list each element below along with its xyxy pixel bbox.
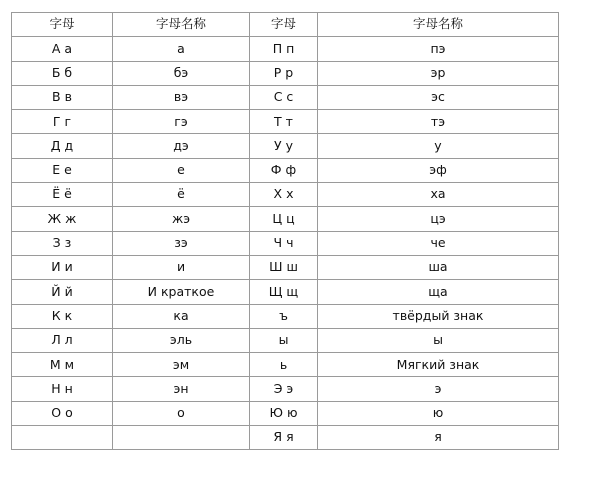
table-row bbox=[12, 328, 559, 352]
cell-name-right: эс bbox=[318, 85, 559, 109]
cell-letter-right: Х х bbox=[250, 183, 318, 207]
cell-name-right: ы bbox=[318, 328, 559, 352]
cell-name-right: эф bbox=[318, 158, 559, 182]
cell-name-left bbox=[113, 426, 250, 450]
table-header-row bbox=[12, 13, 559, 37]
cell-letter-right: Ф ф bbox=[250, 158, 318, 182]
table-row bbox=[12, 183, 559, 207]
cell-letter-left: Д д bbox=[12, 134, 113, 158]
cell-letter-right: С с bbox=[250, 85, 318, 109]
cell-name-right: пэ bbox=[318, 37, 559, 61]
table-row bbox=[12, 85, 559, 109]
cell-letter-left: З з bbox=[12, 231, 113, 255]
cell-name-left: эль bbox=[113, 328, 250, 352]
cell-letter-right: П п bbox=[250, 37, 318, 61]
cell-name-right: цэ bbox=[318, 207, 559, 231]
cell-letter-right: Р р bbox=[250, 61, 318, 85]
alphabet-table bbox=[11, 12, 559, 450]
cell-name-left: жэ bbox=[113, 207, 250, 231]
cell-name-right: у bbox=[318, 134, 559, 158]
table-row bbox=[12, 110, 559, 134]
cell-name-right: Мягкий знак bbox=[318, 353, 559, 377]
cell-letter-left: В в bbox=[12, 85, 113, 109]
cell-letter-right: ы bbox=[250, 328, 318, 352]
cell-letter-left: Й й bbox=[12, 280, 113, 304]
cell-name-left: бэ bbox=[113, 61, 250, 85]
cell-letter-left: Ж ж bbox=[12, 207, 113, 231]
cell-name-right: тэ bbox=[318, 110, 559, 134]
cell-name-right: че bbox=[318, 231, 559, 255]
table-row bbox=[12, 401, 559, 425]
cell-letter-right: Я я bbox=[250, 426, 318, 450]
header-name-left: 字母名称 bbox=[113, 13, 250, 37]
table-row bbox=[12, 353, 559, 377]
cell-name-right: эр bbox=[318, 61, 559, 85]
cell-name-left: а bbox=[113, 37, 250, 61]
cell-name-left: ка bbox=[113, 304, 250, 328]
cell-name-left: ё bbox=[113, 183, 250, 207]
cell-name-left: И краткое bbox=[113, 280, 250, 304]
cell-letter-left: К к bbox=[12, 304, 113, 328]
header-letter-right: 字母 bbox=[250, 13, 318, 37]
cell-name-right: ша bbox=[318, 255, 559, 279]
cell-letter-left: Е е bbox=[12, 158, 113, 182]
cell-letter-left: О о bbox=[12, 401, 113, 425]
cell-letter-right: Ц ц bbox=[250, 207, 318, 231]
cell-letter-right: ь bbox=[250, 353, 318, 377]
header-name-right: 字母名称 bbox=[318, 13, 559, 37]
cell-letter-left: И и bbox=[12, 255, 113, 279]
cell-name-left: эм bbox=[113, 353, 250, 377]
table-row bbox=[12, 61, 559, 85]
cell-letter-right: Э э bbox=[250, 377, 318, 401]
cell-name-left: о bbox=[113, 401, 250, 425]
table-row bbox=[12, 158, 559, 182]
cell-letter-right: Ч ч bbox=[250, 231, 318, 255]
table-row bbox=[12, 280, 559, 304]
cell-letter-left: М м bbox=[12, 353, 113, 377]
table-row bbox=[12, 304, 559, 328]
cell-letter-right: У у bbox=[250, 134, 318, 158]
cell-letter-left: Ё ё bbox=[12, 183, 113, 207]
cell-name-left: вэ bbox=[113, 85, 250, 109]
cell-name-right: я bbox=[318, 426, 559, 450]
cell-name-left: гэ bbox=[113, 110, 250, 134]
cell-name-right: э bbox=[318, 377, 559, 401]
cell-name-left: и bbox=[113, 255, 250, 279]
cell-letter-left: Г г bbox=[12, 110, 113, 134]
table-row bbox=[12, 37, 559, 61]
cell-name-right: ща bbox=[318, 280, 559, 304]
cell-name-left: зэ bbox=[113, 231, 250, 255]
cell-name-left: е bbox=[113, 158, 250, 182]
table-row bbox=[12, 377, 559, 401]
cell-letter-right: Ю ю bbox=[250, 401, 318, 425]
cell-letter-left bbox=[12, 426, 113, 450]
table-row bbox=[12, 231, 559, 255]
table-row bbox=[12, 426, 559, 450]
table-row bbox=[12, 134, 559, 158]
cell-letter-left: Б б bbox=[12, 61, 113, 85]
cell-name-right: ха bbox=[318, 183, 559, 207]
cell-letter-left: Л л bbox=[12, 328, 113, 352]
table-row bbox=[12, 207, 559, 231]
cell-letter-left: А а bbox=[12, 37, 113, 61]
header-letter-left: 字母 bbox=[12, 13, 113, 37]
table-row bbox=[12, 255, 559, 279]
table-body bbox=[12, 37, 559, 450]
alphabet-table-container bbox=[11, 12, 558, 450]
cell-letter-right: Т т bbox=[250, 110, 318, 134]
cell-name-right: ю bbox=[318, 401, 559, 425]
cell-name-left: эн bbox=[113, 377, 250, 401]
cell-name-left: дэ bbox=[113, 134, 250, 158]
cell-letter-left: Н н bbox=[12, 377, 113, 401]
cell-name-right: твёрдый знак bbox=[318, 304, 559, 328]
cell-letter-right: Щ щ bbox=[250, 280, 318, 304]
cell-letter-right: Ш ш bbox=[250, 255, 318, 279]
cell-letter-right: ъ bbox=[250, 304, 318, 328]
